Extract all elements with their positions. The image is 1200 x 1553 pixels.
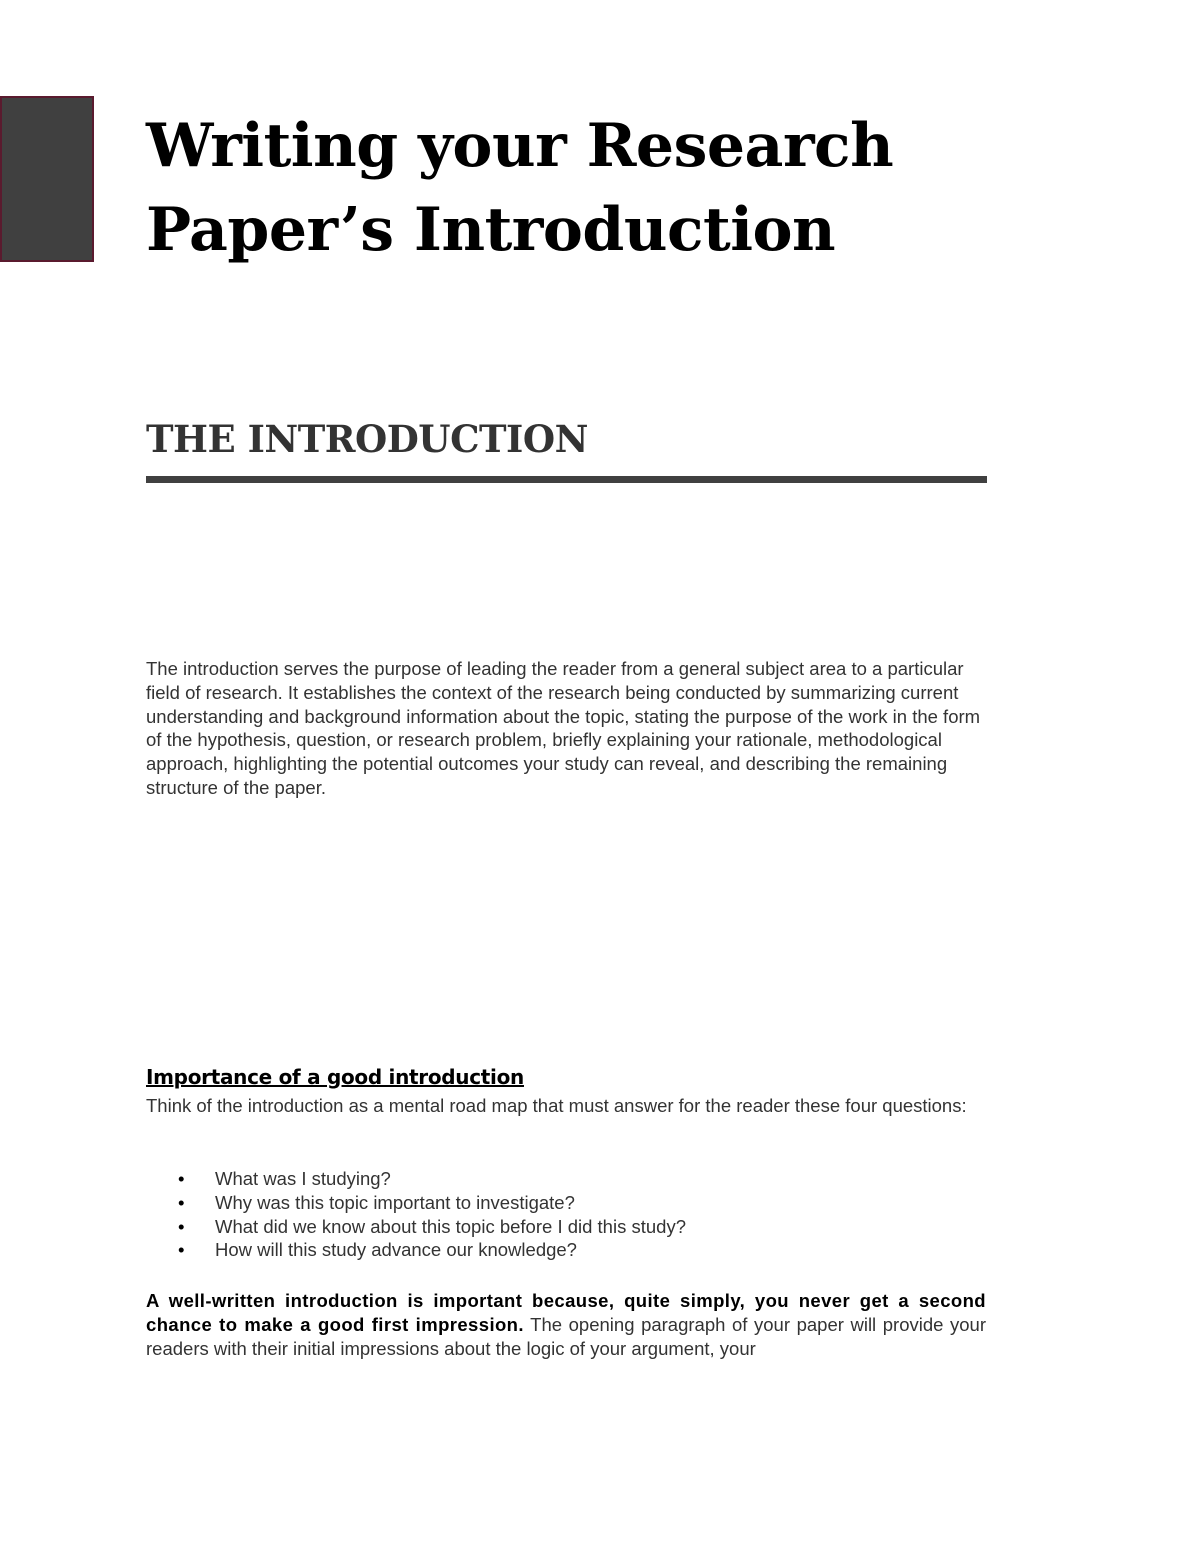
bullet-icon: • — [178, 1168, 185, 1189]
question-text: What did we know about this topic before I did this study? — [215, 1215, 686, 1237]
document-title: Writing your Research Paper’s Introduction — [146, 111, 894, 265]
list-item — [146, 1238, 946, 1262]
question-text: Why was this topic important to investigate? — [215, 1191, 575, 1213]
closing-bold-text: A well-written introduction is important because, quite simply, you never get a second chance to make a good first impression. — [146, 1290, 986, 1335]
section-divider — [146, 476, 987, 483]
importance-heading: Importance of a good introduction — [146, 1065, 524, 1089]
closing-body-text: The opening paragraph of your paper will provide your readers with their initial impressions about the logic of your argument, your — [146, 1313, 987, 1359]
question-text: What was I studying? — [215, 1168, 391, 1189]
decorative-side-block — [0, 96, 94, 262]
section-heading: THE INTRODUCTION — [146, 417, 588, 461]
questions-list — [146, 1167, 946, 1262]
question-text: How will this study advance our knowledge? — [215, 1239, 577, 1261]
list-item — [146, 1215, 946, 1239]
intro-paragraph: The introduction serves the purpose of leading the reader from a general subject area to a particular field of research. It establishes the context of the research being conducted by summarizing current understanding and background information about the topic, stating the purpose of the work in the form of the hypothesis, question, or research problem, briefly explaining your rationale, methodological approach, highlighting the potential outcomes your study can reveal, and describing the remaining structure of the paper. — [146, 658, 981, 798]
bullet-icon: • — [178, 1215, 185, 1237]
closing-paragraph — [146, 1289, 986, 1360]
bullet-icon: • — [178, 1239, 185, 1261]
list-item — [146, 1167, 946, 1191]
list-item — [146, 1191, 946, 1215]
importance-lead-paragraph: Think of the introduction as a mental road map that must answer for the reader these four questions: — [146, 1095, 967, 1116]
bullet-icon: • — [178, 1191, 185, 1213]
